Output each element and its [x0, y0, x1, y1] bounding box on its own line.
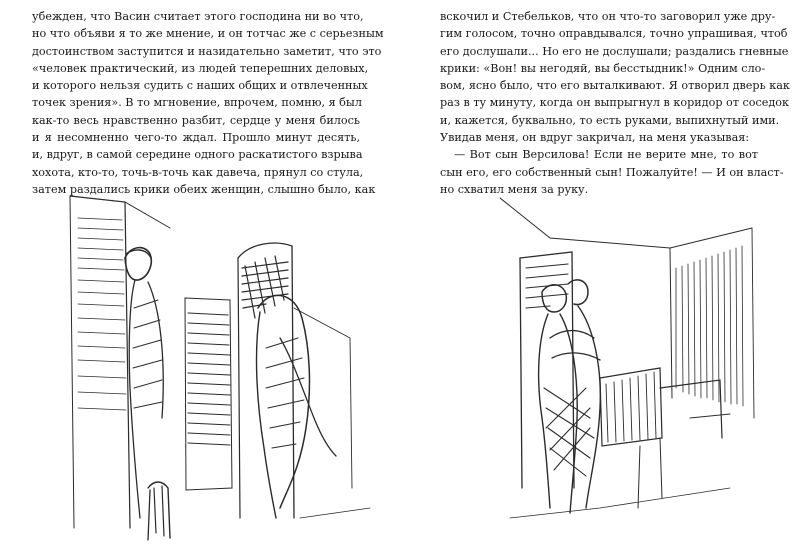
- text-line: затем раздались крики обеих женщин, слышно было, как: [32, 182, 376, 196]
- left-page-text: [32, 8, 384, 198]
- text-line: вом, ясно было, что его выталкивают. Я отворил дверь как: [440, 79, 790, 93]
- text-line: и, вдруг, в самой середине одного раскатистого взрыва: [32, 148, 363, 162]
- text-line: раз в ту минуту, когда он выпрыгнул в коридор от соседок: [440, 96, 790, 110]
- text-line: — Вот сын Версилова! Если не верите мне, то вот: [454, 148, 758, 162]
- text-line: сын его, его собственный сын! Пожалуйте! — И он власт-: [440, 165, 784, 179]
- text-line: его дослушали... Но его не дослушали; раздались гневные: [440, 44, 789, 58]
- right-page-text: [440, 8, 790, 198]
- text-line: и, кажется, буквально, то есть руками, выпихнутый ими.: [440, 113, 780, 127]
- text-line: крики: «Вон! вы негодяй, вы бесстыдник!» Одним сло-: [440, 61, 766, 75]
- text-line: и я несомненно чего-то ждал. Прошло минут десять,: [32, 131, 360, 145]
- text-line: и которого нельзя судить с наших общих и отвлеченных: [32, 79, 368, 93]
- sketch-two-figures-at-door-image: [30, 188, 375, 548]
- text-line: Увидав меня, он вдруг закричал, на меня указывая:: [440, 131, 750, 145]
- text-line: вскочил и Стебельков, что он что-то заговорил уже дру-: [440, 10, 776, 23]
- sketch-man-grabbing-arm-in-doorway-image: [490, 188, 775, 533]
- left-illustration: [30, 188, 375, 548]
- text-line: «человек практический, из людей теперешних деловых,: [32, 61, 369, 75]
- right-illustration: [490, 188, 775, 533]
- text-line: как-то весь нравственно разбит, сердце у меня билось: [32, 113, 360, 127]
- text-line: гим голосом, точно оправдывался, точно упрашивая, чтоб: [440, 27, 788, 41]
- text-line: точек зрения». В то мгновение, впрочем, помню, я был: [32, 96, 362, 110]
- text-line: но схватил меня за руку.: [440, 182, 589, 196]
- right-page: [400, 0, 800, 557]
- text-line: хохота, кто-то, точь-в-точь как давеча, прянул со стула,: [32, 165, 364, 179]
- text-line: достоинством заступится и назидательно заметит, что это: [32, 44, 382, 58]
- text-line: убежден, что Васин считает этого господина ни во что,: [32, 10, 364, 23]
- text-line: но что объяви я то же мнение, и он тотчас же с серьезным: [32, 27, 384, 41]
